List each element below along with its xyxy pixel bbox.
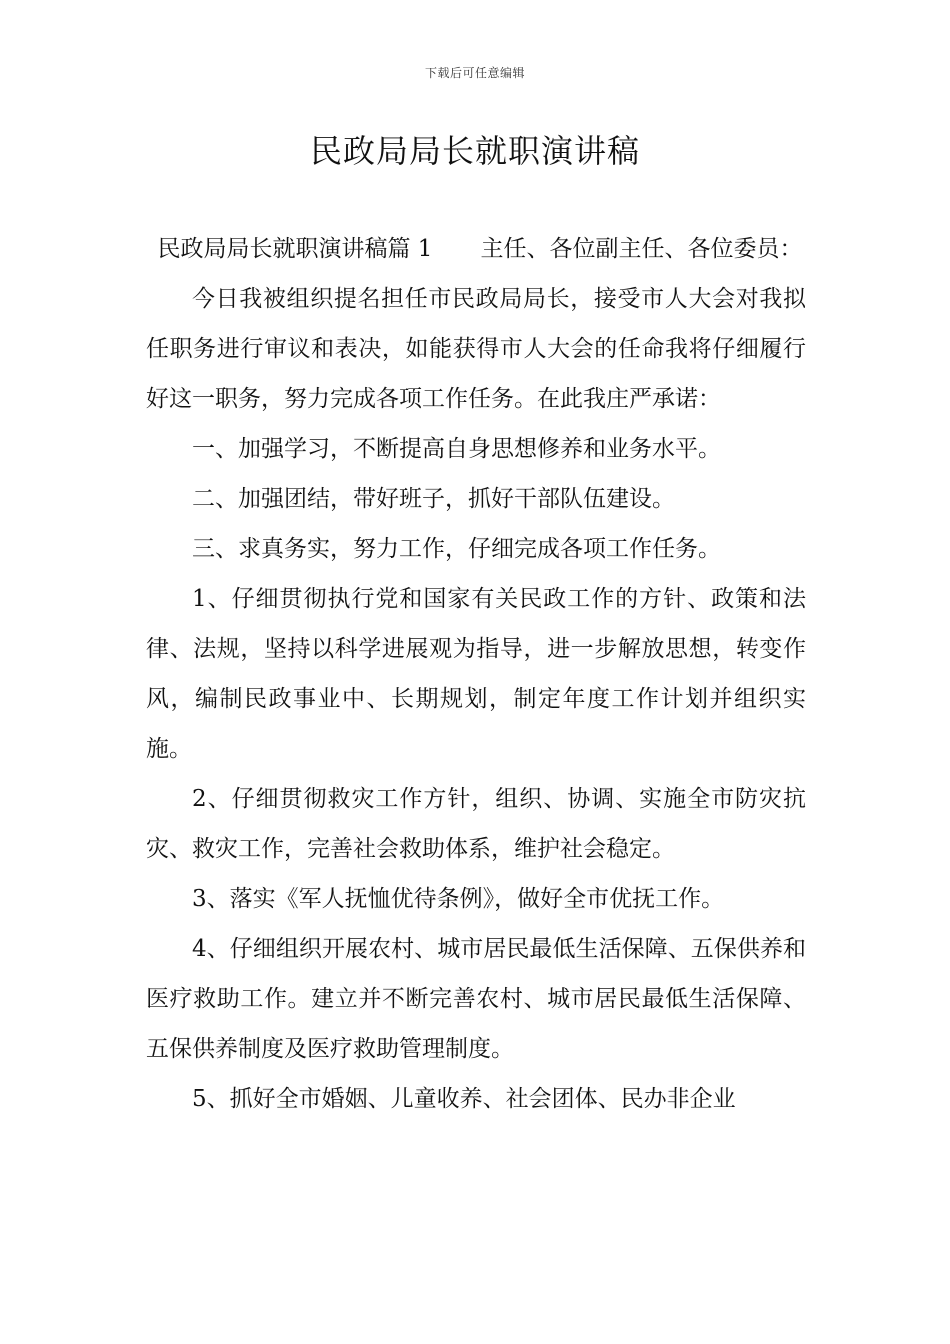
paragraph-9: 5、抓好全市婚姻、儿童收养、社会团体、民办非企业 — [192, 1086, 736, 1112]
intro-paragraph — [146, 224, 806, 274]
section-label: 民政局局长就职演讲稿篇 1 — [157, 236, 433, 262]
document-body — [146, 224, 806, 1124]
paragraph-8: 4、仔细组织开展农村、城市居民最低生活保障、五保供养和医疗救助工作。建立并不断完善农村、城市居民最低生活保障、五保供养制度及医疗救助管理制度。 — [146, 936, 806, 1062]
paragraph-3: 二、加强团结，带好班子，抓好干部队伍建设。 — [192, 486, 675, 512]
paragraph-5: 1、仔细贯彻执行党和国家有关民政工作的方针、政策和法律、法规，坚持以科学进展观为指导，进一步解放思想，转变作风，编制民政事业中、长期规划，制定年度工作计划并组织实施。 — [146, 586, 806, 762]
paragraph-1: 今日我被组织提名担任市民政局局长，接受市人大会对我拟任职务进行审议和表决，如能获得市人大会的任命我将仔细履行好这一职务，努力完成各项工作任务。在此我庄严承诺： — [146, 286, 806, 412]
document-title: 民政局局长就职演讲稿 — [309, 132, 640, 170]
header-note: 下载后可任意编辑 — [424, 66, 525, 80]
salutation: 主任、各位副主任、各位委员： — [480, 236, 803, 262]
paragraph-2: 一、加强学习，不断提高自身思想修养和业务水平。 — [192, 436, 721, 462]
paragraph-4: 三、求真务实，努力工作，仔细完成各项工作任务。 — [192, 536, 721, 562]
paragraph-6: 2、仔细贯彻救灾工作方针，组织、协调、实施全市防灾抗灾、救灾工作，完善社会救助体系，维护社会稳定。 — [146, 786, 806, 862]
paragraph-7: 3、落实《军人抚恤优待条例》，做好全市优抚工作。 — [192, 886, 725, 912]
